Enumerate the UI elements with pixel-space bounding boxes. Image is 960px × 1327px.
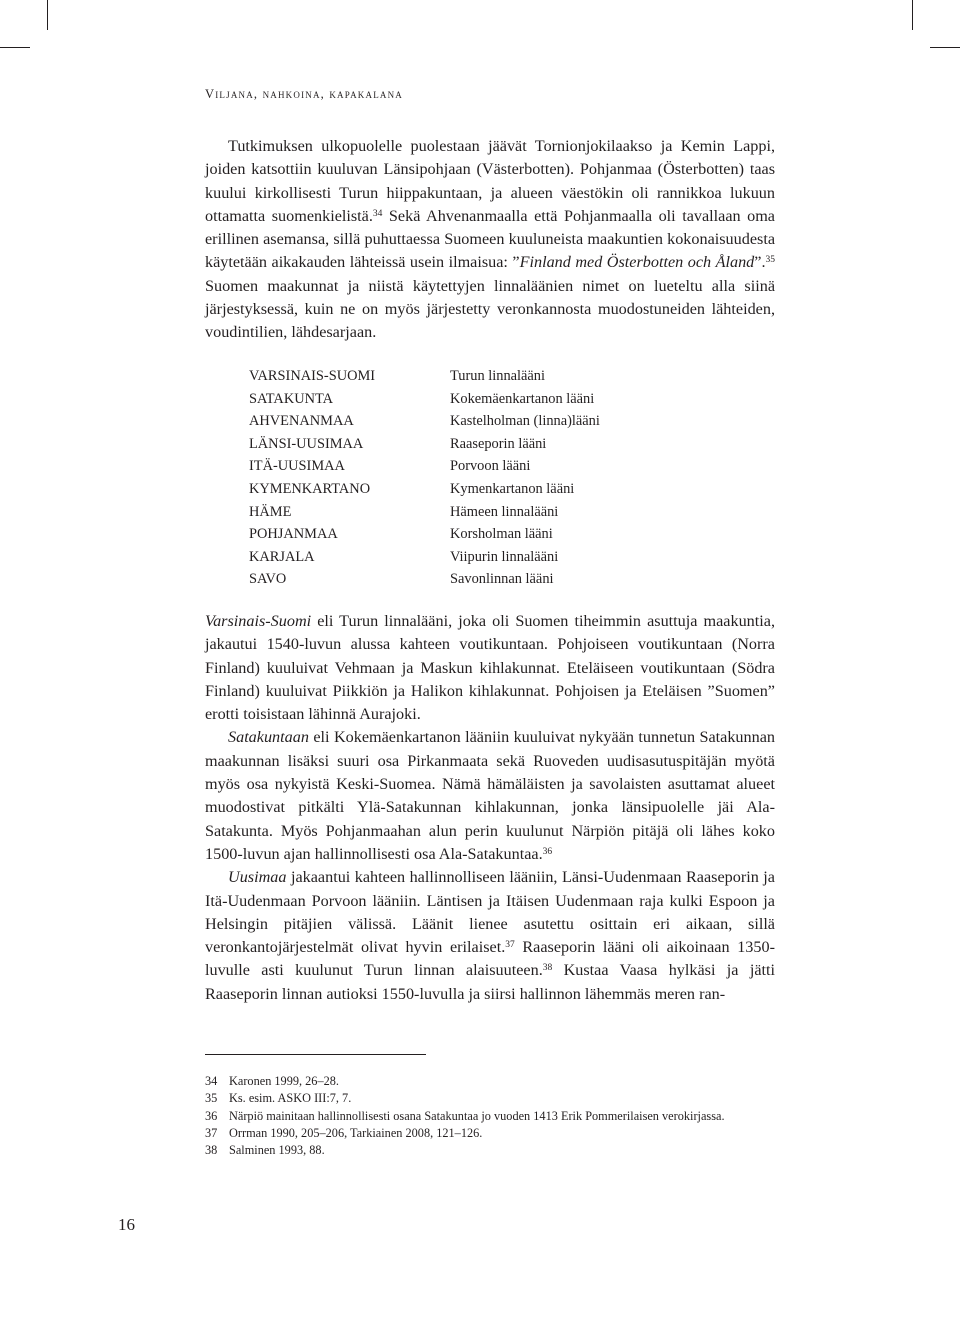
intro-text-4: Suomen maakunnat ja niistä käytettyjen linnaläänien nimet on lueteltu alla siinä järjestyksessä, kuin ne on myös järjestetty veronkannosta muodostuneiden lähteiden, voudintilien, lähdesarjaan. (205, 276, 775, 342)
paragraph-text: jakaantui kahteen hallinnolliseen lääniin, Länsi-Uudenmaan Raaseporin ja Itä-Uudenmaan Porvoon lääniin. Läntisen ja Itäisen Uudenmaan raja kulki Espoon ja Helsingin pitäjien välissä. Läänit lienee asutettu osittain eri aikaan, sillä veronkantojärjestelmät olivat hyvin erilaiset. (205, 868, 775, 957)
footnote-number: 37 (205, 1125, 218, 1140)
paragraph-text: eli Turun linnalääni, joka oli Suomen tiheimmin asuttuja maakuntia, jakautui 1540-luvun alussa kahteen voutikuntaan. Pohjoiseen voutikuntaan (Norra Finland) kuuluivat Vehmaan ja Maskun kihlakunnat. Eteläiseen voutikuntaan (Södra Finland) kuuluivat Piikkiön ja Halikon kihlakunnat. Pohjoisen ja Eteläisen ”Suomen” erotti toisistaan lähinnä Aurajoki. (205, 612, 775, 724)
footnote-number: 38 (205, 1143, 218, 1158)
crop-mark (0, 47, 30, 48)
crop-mark (912, 0, 913, 30)
province-table (249, 365, 710, 591)
fief-name: Savonlinnan lääni (450, 571, 554, 588)
paragraph-uusimaa (205, 866, 775, 1006)
region-name: SAVO (249, 571, 287, 588)
paragraph-varsinais-suomi (205, 610, 775, 726)
footnote-divider (205, 1054, 426, 1055)
fief-name: Raaseporin lääni (450, 435, 547, 452)
footnote-ref[interactable]: 35 (765, 255, 775, 266)
region-name: KYMENKARTANO (249, 480, 371, 497)
region-name: LÄNSI-UUSIMAA (249, 435, 364, 452)
table-row (249, 388, 710, 411)
table-row (249, 568, 710, 591)
region-name: ITÄ-UUSIMAA (249, 458, 345, 475)
fief-name: Turun linnalääni (450, 368, 546, 384)
footnote-ref[interactable]: 36 (542, 846, 553, 857)
footnote-ref[interactable]: 37 (505, 940, 515, 951)
table-row (249, 478, 710, 501)
main-text (205, 610, 775, 1006)
table-row (249, 410, 710, 433)
footnote-text: Närpiö mainitaan hallinnollisesti osana Satakuntaa jo vuoden 1413 Erik Pommerilaisen verokirjassa. (229, 1108, 725, 1123)
footnotes (205, 1073, 765, 1159)
table-row (249, 365, 710, 388)
footnote (205, 1108, 765, 1125)
italic-term: Uusimaa (228, 868, 287, 887)
footnote-ref[interactable]: 34 (372, 208, 383, 219)
region-name: POHJANMAA (249, 526, 338, 543)
region-name: SATAKUNTA (249, 390, 334, 407)
fief-name: Kastelholman (linna)lääni (450, 413, 600, 430)
region-name: HÄME (249, 503, 292, 520)
paragraph-text: Kustaa Vaasa hylkäsi ja jätti Raaseporin linnan autioksi 1550-luvulla ja siirsi hallinnon lähemmäs meren ran- (205, 961, 775, 1003)
intro-text-1: Tutkimuksen ulkopuolelle puolestaan jäävät Tornionjokilaakso ja Kemin Lappi, joiden katsottiin kuuluvan Länsipohjaan (Västerbotten). Pohjanmaa (Österbotten) taas kuului kirkollisesti Turun hiippakuntaan, ja alueen väestökin oli rannikkoa lukuun ottamatta suomenkielistä. (205, 137, 775, 225)
table-row (249, 546, 710, 569)
region-name: VARSINAIS-SUOMI (249, 368, 376, 384)
footnote (205, 1073, 765, 1090)
footnote-text: Ks. esim. ASKO III:7, 7. (229, 1091, 352, 1106)
page-number: 16 (118, 1215, 135, 1234)
footnote-text: Karonen 1999, 26–28. (229, 1074, 339, 1088)
intro-italic-phrase: Finland med Österbotten och Åland (519, 253, 755, 272)
fief-name: Korsholman lääni (450, 526, 553, 543)
crop-mark (47, 0, 48, 30)
footnote (205, 1125, 765, 1142)
footnote-text: Salminen 1993, 88. (229, 1143, 325, 1158)
italic-term: Varsinais-Suomi (205, 612, 312, 630)
region-name: AHVENANMAA (249, 413, 354, 430)
paragraph-text: eli Kokemäenkartanon lääniin kuuluivat nykyään tunnetun Satakunnan maakunnan lisäksi suuri osa Pirkanmaata sekä Ruoveden uudisasutuspitäjän myötä myös osa nykyistä Keski-Suomea. Nämä hämäläisten ja savolaisten asuttamat alueet muodostivat pitkälti Ylä-Satakunnan kihlakunnan, jonka länsipuolelle jäi Ala-Satakunta. Myös Pohjanmaahan alun perin kuulunut Närpiön pitäjä oli lähes koko 1500-luvun ajan hallinnollisesti osa Ala-Satakuntaa. (205, 728, 775, 863)
footnote-number: 34 (205, 1074, 218, 1088)
fief-name: Kokemäenkartanon lääni (450, 390, 595, 407)
italic-term: Satakuntaan (228, 728, 309, 747)
footnote (205, 1090, 765, 1107)
region-name: KARJALA (249, 548, 315, 565)
intro-paragraph (205, 135, 775, 345)
running-head: Viljana, nahkoina, kapakalana (205, 87, 403, 101)
footnote (205, 1142, 765, 1159)
footnote-ref[interactable]: 38 (542, 963, 553, 974)
fief-name: Hämeen linnalääni (450, 503, 559, 520)
intro-text-3: ”. (754, 253, 766, 272)
footnote-number: 36 (205, 1108, 218, 1123)
intro-text-2: Sekä Ahvenanmaalla että Pohjanmaalla oli tavallaan oma erillinen asemansa, sillä puhuttaessa Suomeen kuuluneista maakuntien kokonaisuudesta käytetään aikakauden lähteissä usein ilmaisua: ” (205, 206, 775, 272)
crop-mark (930, 47, 960, 48)
fief-name: Viipurin linnalääni (450, 548, 559, 565)
footnote-text: Orrman 1990, 205–206, Tarkiainen 2008, 121–126. (229, 1125, 483, 1140)
table-row (249, 523, 710, 546)
table-row (249, 501, 710, 524)
footnote-number: 35 (205, 1091, 218, 1106)
paragraph-satakunta (205, 726, 775, 866)
fief-name: Porvoon lääni (450, 458, 531, 475)
table-row (249, 455, 710, 478)
paragraph-text: Raaseporin lääni oli aikoinaan 1350-luvulle asti kuulunut Turun linnan alaisuuteen. (205, 938, 775, 980)
table-row (249, 433, 710, 456)
fief-name: Kymenkartanon lääni (450, 480, 575, 497)
